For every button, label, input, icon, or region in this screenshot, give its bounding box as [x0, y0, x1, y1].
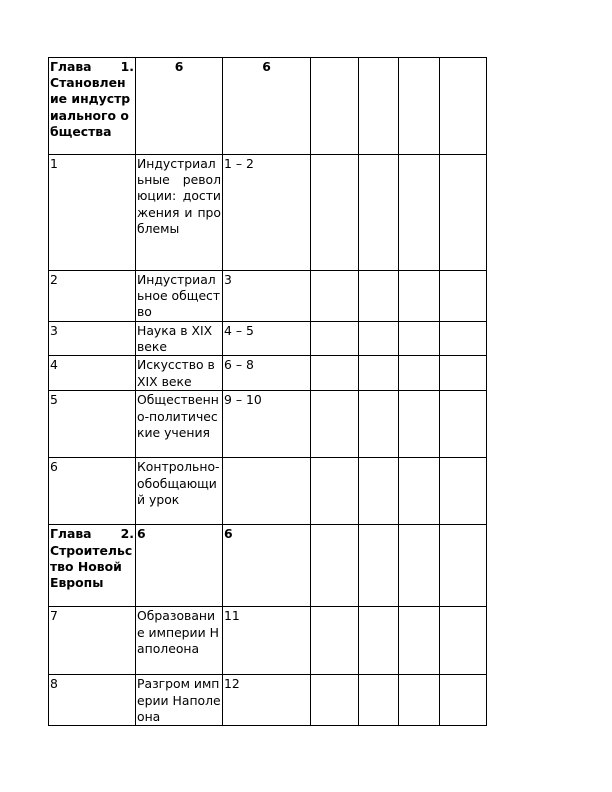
- lesson-row: [49, 675, 487, 726]
- lesson-number: 7: [49, 607, 136, 675]
- empty-cell: [359, 155, 399, 271]
- chapter-number: 2.: [120, 526, 134, 542]
- empty-cell: [399, 525, 440, 607]
- chapter-word: Глава: [50, 59, 92, 74]
- lesson-row: [49, 391, 487, 458]
- lesson-number: 1: [49, 155, 136, 271]
- lesson-paragraphs: 6 – 8: [223, 356, 311, 391]
- chapter-heading-cell: [49, 58, 136, 155]
- lesson-paragraphs: 12: [223, 675, 311, 726]
- lesson-paragraphs: 9 – 10: [223, 391, 311, 458]
- empty-cell: [359, 607, 399, 675]
- empty-cell: [311, 356, 359, 391]
- empty-cell: [399, 322, 440, 356]
- empty-cell: [359, 458, 399, 525]
- chapter-paragraphs: 6: [223, 58, 311, 155]
- lesson-topic: Разгром империи Наполеона: [137, 676, 221, 724]
- lesson-topic: Индустриальное общество: [136, 271, 223, 322]
- lesson-topic: Наука в XIX веке: [136, 322, 223, 356]
- chapter-word: Глава: [50, 526, 92, 542]
- empty-cell: [399, 675, 440, 726]
- chapter-hours: 6: [136, 58, 223, 155]
- empty-cell: [359, 271, 399, 322]
- empty-cell: [311, 271, 359, 322]
- lesson-paragraphs: 4 – 5: [223, 322, 311, 356]
- empty-cell: [311, 607, 359, 675]
- empty-cell: [440, 271, 487, 322]
- lesson-row: [49, 356, 487, 391]
- lesson-topic: Индустриальные революции: достижения и проблемы: [136, 155, 223, 271]
- empty-cell: [440, 322, 487, 356]
- empty-cell: [311, 155, 359, 271]
- chapter-number: 1.: [120, 59, 134, 74]
- lesson-row: [49, 271, 487, 322]
- empty-cell: [440, 58, 487, 155]
- chapter-title: Строительство Новой Европы: [50, 542, 133, 591]
- empty-cell: [440, 525, 487, 607]
- empty-cell: [311, 391, 359, 458]
- empty-cell: [399, 458, 440, 525]
- empty-cell: [311, 458, 359, 525]
- lesson-number: 5: [49, 391, 136, 458]
- lesson-paragraphs: 11: [223, 607, 311, 675]
- lesson-number: 4: [49, 356, 136, 391]
- chapter-heading-cell: [49, 525, 136, 607]
- lesson-topic: Контрольно-обобщающий урок: [136, 458, 223, 525]
- lesson-topic: Образование империи Наполеона: [136, 607, 223, 675]
- lesson-topic: Искусство в XIX веке: [136, 356, 223, 391]
- empty-cell: [440, 607, 487, 675]
- empty-cell: [399, 271, 440, 322]
- empty-cell: [359, 58, 399, 155]
- lesson-row: [49, 607, 487, 675]
- empty-cell: [311, 675, 359, 726]
- empty-cell: [399, 356, 440, 391]
- empty-cell: [359, 356, 399, 391]
- lesson-paragraphs: 3: [223, 271, 311, 322]
- empty-cell: [311, 322, 359, 356]
- lesson-row: [49, 458, 487, 525]
- lesson-paragraphs: 1 – 2: [223, 155, 311, 271]
- lesson-paragraphs: [223, 458, 311, 525]
- empty-cell: [440, 675, 487, 726]
- empty-cell: [440, 155, 487, 271]
- lesson-number: 6: [49, 458, 136, 525]
- lesson-row: [49, 322, 487, 356]
- empty-cell: [399, 607, 440, 675]
- empty-cell: [399, 58, 440, 155]
- lesson-row: [49, 155, 487, 271]
- chapter-row: [49, 525, 487, 607]
- empty-cell: [440, 356, 487, 391]
- chapter-title: Становление индустриального общества: [50, 75, 131, 139]
- empty-cell: [399, 155, 440, 271]
- chapter-paragraphs: 6: [223, 525, 311, 607]
- lesson-number: 3: [49, 322, 136, 356]
- empty-cell: [359, 675, 399, 726]
- lesson-number: 2: [49, 271, 136, 322]
- lesson-number: 8: [49, 675, 136, 726]
- lesson-topic: Общественно-политические учения: [136, 391, 223, 458]
- empty-cell: [311, 58, 359, 155]
- empty-cell: [359, 322, 399, 356]
- empty-cell: [359, 525, 399, 607]
- empty-cell: [440, 391, 487, 458]
- lesson-plan-table: [48, 57, 487, 726]
- empty-cell: [399, 391, 440, 458]
- chapter-hours: 6: [136, 525, 223, 607]
- empty-cell: [440, 458, 487, 525]
- empty-cell: [311, 525, 359, 607]
- chapter-row: [49, 58, 487, 155]
- empty-cell: [359, 391, 399, 458]
